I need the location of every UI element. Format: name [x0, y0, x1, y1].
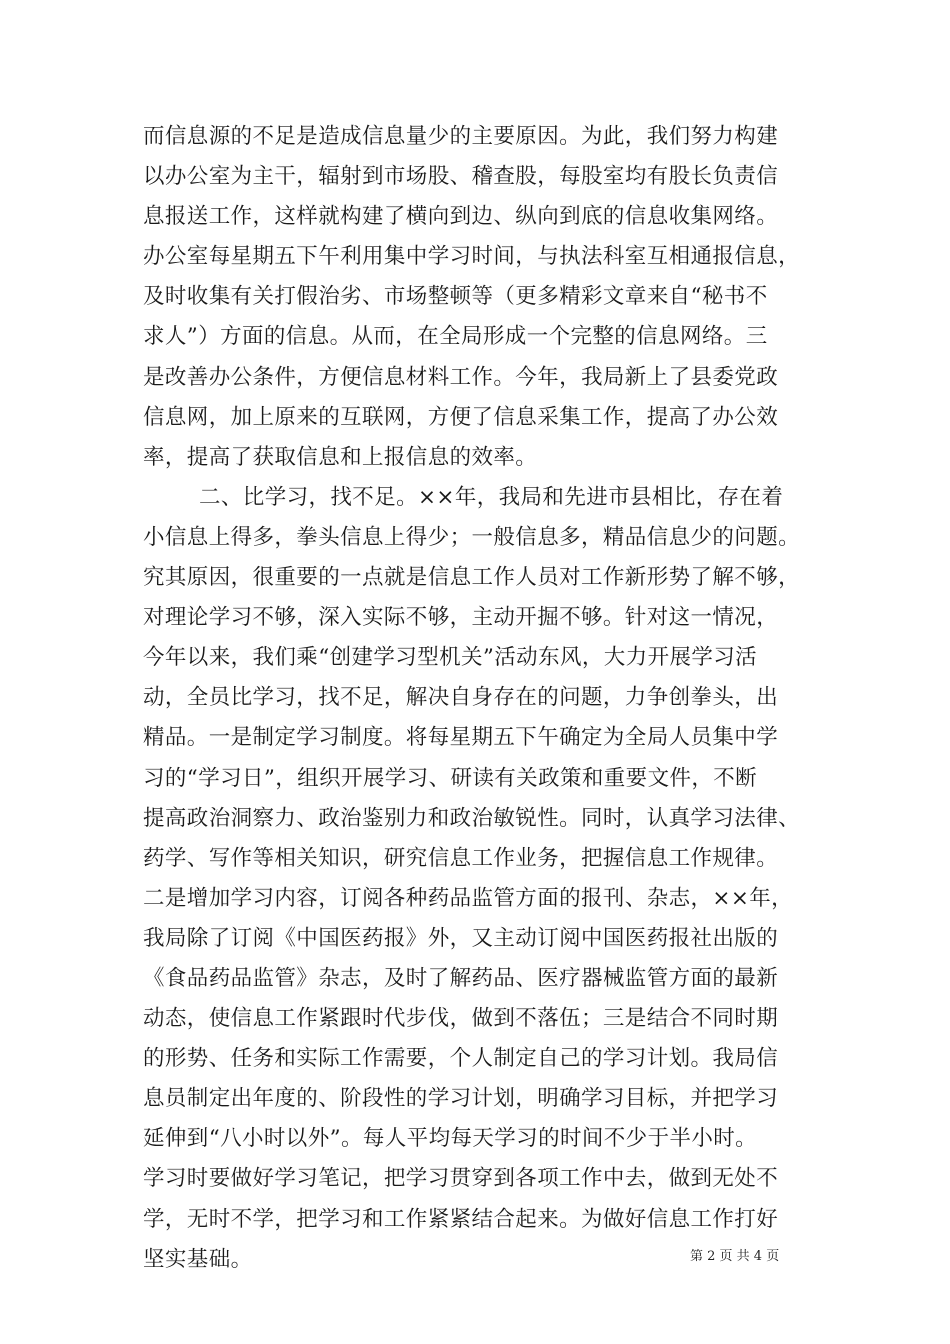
text-line: 动，全员比学习，找不足，解决自身存在的问题，力争创拳头，出 [143, 685, 779, 711]
text-line: 求人”）方面的信息。从而，在全局形成一个完整的信息网络。三 [143, 324, 768, 350]
text-line: 息员制定出年度的、阶段性的学习计划，明确学习目标，并把学习 [143, 1086, 779, 1112]
text-line: 精品。一是制定学习制度。将每星期五下午确定为全局人员集中学 [143, 725, 779, 751]
text-line: 及时收集有关打假治劣、市场整顿等（更多精彩文章来自“秘书不 [143, 284, 768, 310]
text-line: 小信息上得多，拳头信息上得少；一般信息多，精品信息少的问题。 [143, 524, 801, 550]
text-line: 信息网，加上原来的互联网，方便了信息采集工作，提高了办公效 [143, 404, 779, 430]
text-line: 动态，使信息工作紧跟时代步伐，做到不落伍；三是结合不同时期 [143, 1006, 779, 1032]
text-line: 学，无时不学，把学习和工作紧紧结合起来。为做好信息工作打好 [143, 1206, 779, 1232]
text-line: 究其原因，很重要的一点就是信息工作人员对工作新形势了解不够， [143, 565, 801, 591]
text-line: 息报送工作，这样就构建了横向到边、纵向到底的信息收集网络。 [143, 204, 779, 230]
text-line: 学习时要做好学习笔记，把学习贯穿到各项工作中去，做到无处不 [143, 1166, 779, 1192]
paragraph-heading-line: 二、比学习，找不足。××年，我局和先进市县相比，存在着 [199, 484, 784, 510]
text-line: 办公室每星期五下午利用集中学习时间，与执法科室互相通报信息， [143, 244, 801, 270]
text-line: 是改善办公条件，方便信息材料工作。今年，我局新上了县委党政 [143, 364, 779, 390]
text-line: 延伸到“八小时以外”。每人平均每天学习的时间不少于半小时。 [143, 1126, 758, 1152]
document-body [143, 117, 811, 1280]
text-line: 《食品药品监管》杂志，及时了解药品、医疗器械监管方面的最新 [143, 965, 779, 991]
text-line: 的形势、任务和实际工作需要，个人制定自己的学习计划。我局信 [143, 1046, 779, 1072]
text-line: 我局除了订阅《中国医药报》外，又主动订阅中国医药报社出版的 [143, 925, 779, 951]
page-number: 第 2 页 共 4 页 [690, 1249, 780, 1264]
text-line: 率，提高了获取信息和上报信息的效率。 [143, 444, 538, 470]
text-line: 二是增加学习内容，订阅各种药品监管方面的报刊、杂志，××年， [143, 885, 794, 911]
text-line: 坚实基础。 [143, 1246, 253, 1272]
text-line: 对理论学习不够，深入实际不够，主动开掘不够。针对这一情况， [143, 605, 779, 631]
text-line: 习的“学习日”，组织开展学习、研读有关政策和重要文件，不断 [143, 765, 758, 791]
text-line: 而信息源的不足是造成信息量少的主要原因。为此，我们努力构建 [143, 124, 779, 149]
text-line: 今年以来，我们乘“创建学习型机关”活动东风，大力开展学习活 [143, 645, 758, 671]
text-line: 药学、写作等相关知识，研究信息工作业务，把握信息工作规律。 [143, 845, 779, 871]
text-line: 以办公室为主干，辐射到市场股、稽查股，每股室均有股长负责信 [143, 164, 779, 190]
text-line: 提高政治洞察力、政治鉴别力和政治敏锐性。同时，认真学习法律、 [143, 805, 801, 831]
